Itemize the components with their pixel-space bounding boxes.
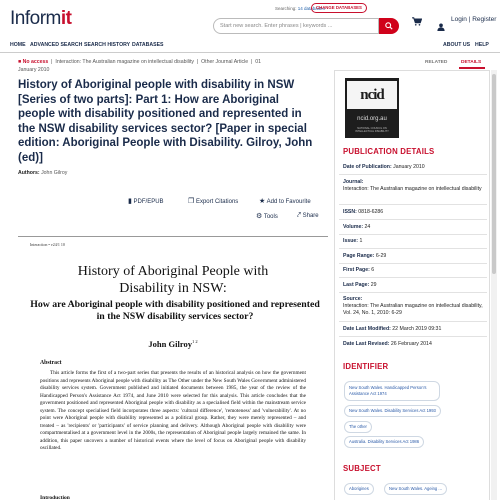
identifier-tag[interactable]: The other <box>344 421 372 433</box>
searching-label: Searching: <box>275 6 297 11</box>
article-actions <box>0 195 330 225</box>
pdf-label: PDF/EPUB <box>133 199 164 205</box>
cart-icon[interactable] <box>412 17 422 29</box>
field-value: 24 <box>364 224 371 230</box>
field-value: Interaction: The Australian magazine on intellectual disability, Vol. 24, No. 1, 2010: 6-29 <box>343 302 483 316</box>
doc-title-line-2: Disability in NSW: <box>119 281 227 296</box>
field-date-last-revised <box>343 341 486 348</box>
tab-related[interactable]: RELATED <box>425 60 448 65</box>
field-label: ISSN: <box>343 209 357 215</box>
nav-advanced-search[interactable]: ADVANCED SEARCH <box>30 42 83 48</box>
export-icon: ❐ <box>188 198 195 205</box>
identifier-heading: IDENTIFIER <box>343 362 389 371</box>
nav-about-us[interactable]: ABOUT US <box>443 42 471 48</box>
field-source <box>343 296 486 316</box>
share-icon: ⤤ <box>297 212 301 219</box>
export-citations-button[interactable] <box>188 197 238 205</box>
field-value: 26 February 2014 <box>390 341 432 347</box>
field-label: Date Last Revised: <box>343 341 390 347</box>
export-label: Export Citations <box>195 199 239 205</box>
field-journal <box>343 179 486 193</box>
cover-url: ncid.org.au <box>357 116 387 122</box>
field-value: 22 March 2019 09:31 <box>392 326 442 332</box>
subject-tag[interactable]: New South Wales. Ageing ... <box>384 483 447 495</box>
doc-author <box>18 339 328 349</box>
divider <box>339 292 487 293</box>
field-label: Issue: <box>343 238 358 244</box>
sidebar-scrollbar[interactable] <box>491 70 497 500</box>
abstract-heading: Abstract <box>40 360 62 366</box>
divider <box>339 248 487 249</box>
field-label: Date of Publication: <box>343 164 392 170</box>
favourite-label: Add to Favourite <box>266 199 311 205</box>
field-value: January 2010 <box>393 164 425 170</box>
scrollbar-thumb[interactable] <box>492 74 496 274</box>
article-date: January 2010 <box>18 67 50 73</box>
tools-label: Tools <box>263 214 278 220</box>
field-label: Journal: <box>343 179 364 185</box>
field-first-page <box>343 267 486 274</box>
share-label: Share <box>302 213 319 219</box>
field-value: 0818-6286 <box>358 209 384 215</box>
identifier-tag[interactable]: Australia. Disability Services Act 1986 <box>344 436 424 448</box>
identifier-tag[interactable]: New South Wales. Disability Services Act 1993 <box>344 405 441 417</box>
authors-line <box>18 170 67 176</box>
page-marker: 01 <box>255 59 262 65</box>
cover-tagline: NATIONAL COUNCIL ON INTELLECTUAL DISABILITY <box>355 127 389 134</box>
field-date-of-publication <box>343 164 486 171</box>
field-value: 1 <box>359 238 363 244</box>
doc-title-line-1: History of Aboriginal People with <box>77 264 269 279</box>
nav-databases[interactable]: DATABASES <box>132 42 164 48</box>
user-icon[interactable] <box>437 18 445 36</box>
search-icon <box>385 22 393 30</box>
divider <box>339 263 487 264</box>
journal-link[interactable]: Interaction: The Australian magazine on intellectual disability <box>55 59 194 65</box>
field-last-page <box>343 282 486 289</box>
active-tab-indicator <box>459 67 485 69</box>
publication-details-heading: PUBLICATION DETAILS <box>343 147 435 156</box>
nav-search-history[interactable]: SEARCH HISTORY <box>84 42 131 48</box>
field-value: 29 <box>370 282 377 288</box>
logo-accent: it <box>60 8 72 29</box>
search-input[interactable]: Start new search. Enter phrases | keywords ... <box>213 18 379 34</box>
field-issue <box>343 238 486 245</box>
field-value: 6 <box>371 267 375 273</box>
abstract-text: This article forms the first of a two-part series that presents the results of an historical analysis on how the government positions and represents Aboriginal people with disability as The Other under the New South Wales Government administered disability services system. Government published and initiated documents between 1985, the year of the review of the Handicapped Person's Assistance Act 1974, and June 2010 were selected for this analysis. This article concludes that the government positioned and represented Aboriginal people with disability as a specialised field within the mainstream service system. The concept specialised field incorporates three aspects: 'cultural difference', 'remoteness' and 'vulnerability'. At no point were Aboriginal people with disability represented as a political group. Rather, they were merely represented – and treated – as 'recipients' or 'participants' of service planning and delivery. Although Aboriginal people with disability were compartmentalised at a government level in the 2000s, the representation of Aboriginal people largely remained the same. In addition, this paper uncovers a number of historical events where the level of focus on Aboriginal people with disability oscillated. <box>40 370 306 452</box>
nav-home[interactable]: HOME <box>10 42 26 48</box>
nav-help[interactable]: HELP <box>475 42 489 48</box>
authors-label: Authors: <box>18 170 40 176</box>
field-label: Volume: <box>343 224 364 230</box>
divider <box>339 204 487 205</box>
field-issn <box>343 209 486 216</box>
journal-cover-image <box>345 78 399 138</box>
doc-running-header: Interaction • v24/1 10 <box>30 242 65 247</box>
share-button[interactable] <box>297 212 319 220</box>
field-value: 6-29 <box>375 253 387 259</box>
doc-subtitle: How are Aboriginal people with disability positioned and represented in the NSW disability services sector? <box>30 299 320 322</box>
article-meta-row: ■ No access | Interaction: The Australian magazine on intellectual disability | Other Journal Article | 01 <box>18 59 262 65</box>
article-title: History of Aboriginal people with disability in NSW [Series of two parts]: Part 1: How are Aboriginal people with disability positioned and represented in the NSW disability services sector? [Paper in special edition: Aboriginal People with Disability. Gilroy, John (ed)] <box>18 79 313 164</box>
field-label: Date Last Modified: <box>343 326 391 332</box>
search-button[interactable] <box>379 18 399 34</box>
field-page-range <box>343 253 486 260</box>
top-bar <box>0 0 500 40</box>
article-type: Other Journal Article <box>201 59 249 65</box>
author-link[interactable]: John Gilroy <box>41 170 68 176</box>
document-preview[interactable] <box>18 236 328 500</box>
divider <box>339 174 487 175</box>
wrench-icon: ⚙ <box>256 213 263 220</box>
informit-logo[interactable] <box>10 8 71 30</box>
divider <box>339 336 487 337</box>
introduction-heading: Introduction <box>40 495 70 501</box>
tab-details[interactable]: DETAILS <box>461 60 482 65</box>
add-to-favourite-button[interactable] <box>259 197 311 205</box>
pdf-epub-button[interactable] <box>128 197 164 205</box>
database-count[interactable]: 14 databases <box>297 6 325 11</box>
field-volume <box>343 224 486 231</box>
field-label: Source: <box>343 296 363 302</box>
main-nav <box>0 40 500 53</box>
logo-text: Inform <box>10 8 61 29</box>
field-label: Last Page: <box>343 282 370 288</box>
doc-title <box>18 263 328 297</box>
star-icon: ★ <box>259 198 266 205</box>
divider <box>339 219 487 220</box>
divider <box>339 234 487 235</box>
field-label: Page Range: <box>343 253 375 259</box>
divider <box>339 277 487 278</box>
change-databases-button[interactable]: CHANGE DATABASES <box>311 3 367 13</box>
subject-heading: SUBJECT <box>343 464 381 473</box>
field-date-last-modified <box>343 326 486 333</box>
lock-icon: ■ <box>18 59 22 65</box>
cover-logo: ncid <box>347 81 397 109</box>
subject-tag[interactable]: Aborigines <box>344 483 374 495</box>
identifier-tag[interactable]: New South Wales. Handicapped Person's Assistance Act 1974 <box>344 381 440 401</box>
field-value[interactable]: Interaction: The Australian magazine on intellectual disability <box>343 185 482 192</box>
doc-author-sup: 1 2 <box>191 339 198 345</box>
access-status: No access <box>22 59 49 65</box>
divider <box>339 321 487 322</box>
tools-button[interactable] <box>256 212 278 220</box>
login-register-link[interactable]: Login | Register <box>451 16 497 23</box>
field-label: First Page: <box>343 267 370 273</box>
download-icon: ▮ <box>128 198 132 205</box>
doc-author-name: John Gilroy <box>148 339 192 349</box>
